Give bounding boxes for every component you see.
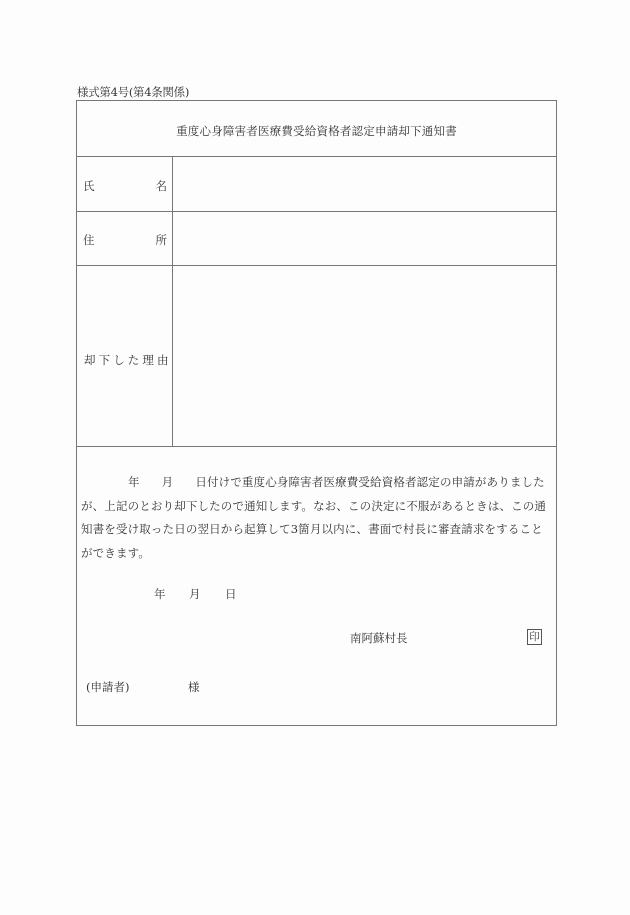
address-label-right: 所 [155, 233, 167, 247]
notice-line-2: が、上記のとおり却下したので通知します。なお、この決定に不服があるときは、この通 [81, 498, 547, 513]
name-label-right: 名 [155, 179, 167, 193]
notice-line-1 [81, 471, 553, 495]
notice-year-unit: 年 [128, 475, 140, 489]
issue-date-year: 年 [154, 587, 166, 601]
reason-field[interactable] [173, 267, 560, 449]
name-field[interactable] [173, 158, 560, 212]
notice-month-unit: 月 [161, 475, 174, 489]
applicant-honorific: 様 [188, 680, 200, 694]
applicant-label: (申請者) [86, 680, 130, 694]
issue-date-day: 日 [225, 587, 237, 601]
address-field[interactable] [173, 213, 560, 266]
document-title: 重度心身障害者医療費受給資格者認定申請却下通知書 [176, 124, 457, 138]
notice-line-3: 知書を受け取った日の翌日から起算して3箇月以内に、書面で村長に審査請求をすること [81, 522, 543, 536]
form-number-label: 様式第4号(第4条関係) [77, 85, 190, 99]
notice-line-1-text: 日付けで重度心身障害者医療費受給資格者認定の申請がありました [195, 475, 545, 489]
divider-title [77, 156, 556, 157]
divider-name [77, 211, 556, 212]
reason-label: 却下した理由 [84, 353, 172, 367]
address-label-left: 住 [83, 233, 95, 247]
issue-date-month: 月 [189, 587, 201, 601]
divider-address [77, 265, 556, 266]
notice-line-4: ができます。 [81, 545, 150, 560]
issuer-name: 南阿蘇村長 [350, 631, 408, 645]
notice-body [81, 471, 553, 565]
seal-mark: 印 [527, 629, 542, 645]
divider-reason [77, 446, 556, 447]
notice-form [76, 100, 557, 726]
name-label-left: 氏 [83, 179, 95, 193]
